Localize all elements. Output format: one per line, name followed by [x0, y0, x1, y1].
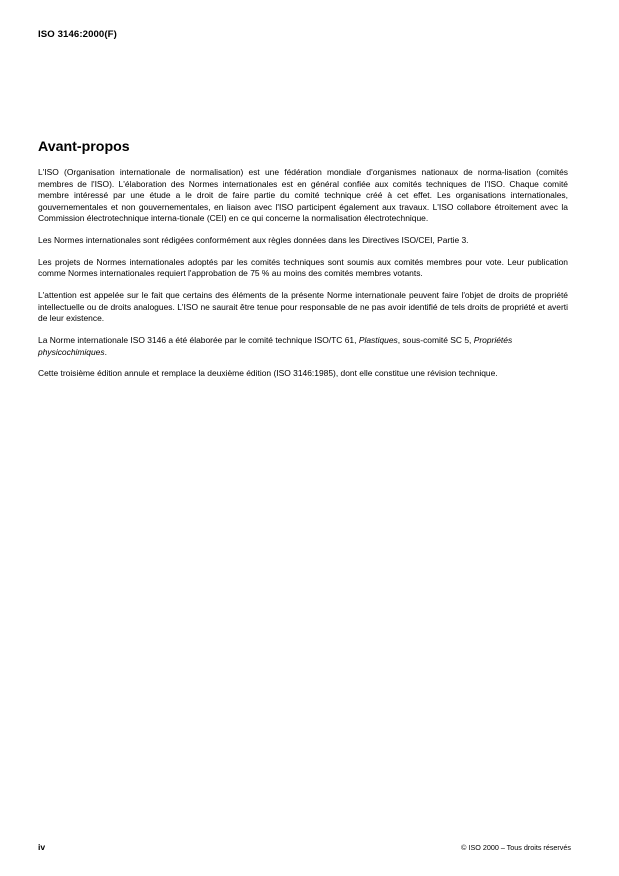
document-identifier: ISO 3146:2000(F): [38, 29, 117, 40]
paragraph-directives: Les Normes internationales sont rédigées conformément aux règles données dans les Directives ISO/CEI, Partie 3.: [38, 234, 469, 245]
paragraph-edition: Cette troisième édition annule et remplace la deuxième édition (ISO 3146:1985), dont elle constitue une révision technique.: [38, 368, 498, 379]
copyright-notice: © ISO 2000 – Tous droits réservés: [461, 843, 571, 852]
committee-name-plastiques: Plastiques: [358, 335, 398, 346]
paragraph-iso-organisation: L'ISO (Organisation internationale de normalisation) est une fédération mondiale d'organismes nationaux de norma-lisation (comités membres de l'ISO). L'élaboration des Normes internationales est en général confiée aux comités techniques de l'ISO. Chaque comité membre intéressé par une étude a le droit de faire partie du comité technique créé à cet effet. Les organisations internationales, gouvernementales et non gouvernementales, en liaison avec l'ISO participent également aux travaux. L'ISO collabore étroitement avec la Commission électrotechnique interna-tionale (CEI) en ce qui concerne la normalisation électrotechnique.: [38, 167, 568, 223]
paragraph-technical-committee: [38, 335, 568, 358]
page-number: iv: [38, 842, 46, 852]
section-title: Avant-propos: [38, 139, 130, 155]
foreword-body: [38, 167, 568, 390]
committee-text-mid: , sous-comité SC 5,: [397, 335, 474, 346]
paragraph-intellectual-property: L'attention est appelée sur le fait que certains des éléments de la présente Norme internationale peuvent faire l'objet de droits de propriété intellectuelle ou de droits analogues. L'ISO ne saurait être tenue pour responsable de ne pas avoir identifié de tels droits de propriété et averti de leur existence.: [38, 290, 568, 324]
subcommittee-name: Propriétés physicochimiques: [38, 335, 513, 357]
paragraph-adoption-vote: Les projets de Normes internationales adoptés par les comités techniques sont soumis aux comités membres pour vote. Leur publication comme Normes internationales requiert l'approbation de 75 % au moins des comités membres votants.: [38, 256, 568, 279]
committee-text-suffix: .: [104, 346, 107, 357]
committee-text-prefix: La Norme internationale ISO 3146 a été élaborée par le comité technique ISO/TC 61,: [38, 335, 359, 346]
